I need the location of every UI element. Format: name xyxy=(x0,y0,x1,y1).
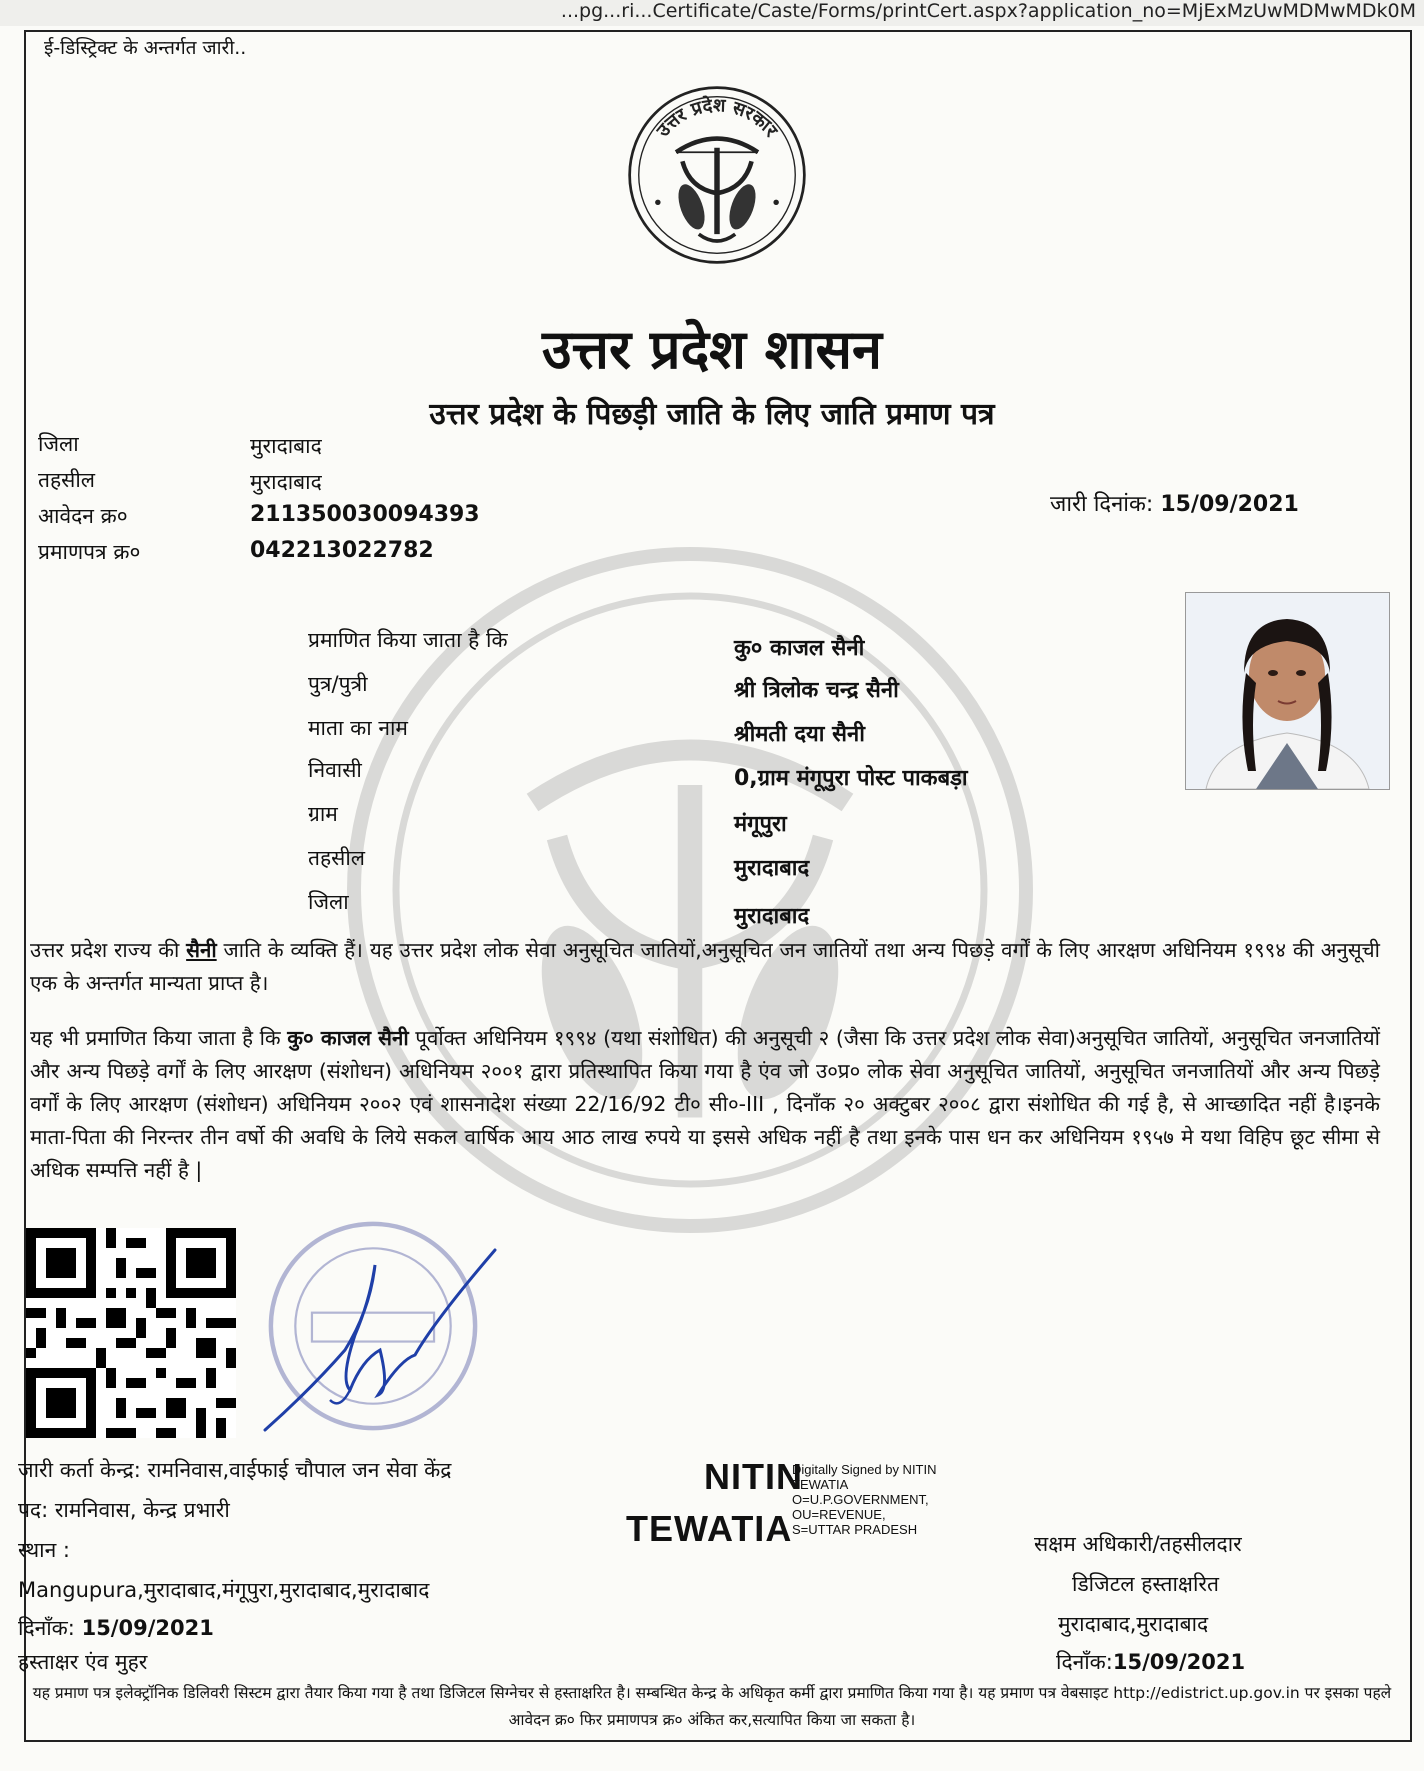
para1-text: उत्तर प्रदेश राज्य की xyxy=(30,938,187,962)
certification-paragraph-2 xyxy=(30,1022,1380,1187)
footer-date xyxy=(18,1614,214,1642)
place-value: Mangupura,मुरादाबाद,मंगूपुरा,मुरादाबाद,मुरादाबाद xyxy=(18,1578,430,1602)
issue-date xyxy=(1050,488,1299,518)
ds-line: Digitally Signed by NITIN xyxy=(792,1462,937,1477)
issuer-post: पद: रामनिवास, केन्द्र प्रभारी xyxy=(18,1498,230,1522)
digitally-signed-label: डिजिटल हस्ताक्षरित xyxy=(1072,1572,1219,1596)
detail-label: तहसील xyxy=(308,846,365,870)
certificate-no-value: 042213022782 xyxy=(250,538,434,563)
applicant-photo xyxy=(1185,592,1390,790)
footer-date-value: 15/09/2021 xyxy=(81,1616,214,1640)
detail-value: मंगूपुरा xyxy=(734,812,787,837)
ds-line: O=U.P.GOVERNMENT, xyxy=(792,1492,929,1507)
application-no-value: 211350030094393 xyxy=(250,502,480,527)
place-label: स्थान : xyxy=(18,1538,71,1562)
officer-date-label: दिनाँक: xyxy=(1056,1650,1113,1674)
header-note: ई-डिस्ट्रिक्ट के अन्तर्गत जारी.. xyxy=(44,37,247,59)
issue-date-value: 15/09/2021 xyxy=(1160,492,1299,517)
browser-url-text: ...pg...ri...Certificate/Caste/Forms/printCert.aspx?application_no=MjExMzUwMDMwMDk0M xyxy=(560,0,1416,22)
tehsil-value: मुरादाबाद xyxy=(250,470,322,494)
tehsil-label: तहसील xyxy=(38,468,95,492)
certification-paragraph-1 xyxy=(30,934,1380,1000)
caste-name: सैनी xyxy=(186,938,217,962)
application-no-label: आवेदन क्र० xyxy=(38,504,128,528)
para1-text: जाति के व्यक्ति हैं। यह उत्तर प्रदेश लोक सेवा अनुसूचित जातियों,अनुसूचित जन जातियों तथा अन्य पिछड़े वर्गों के लिए आरक्षण अधिनियम १९९४ की अनुसूची एक के अन्तर्गत मान्यता प्राप्त है। xyxy=(30,938,1380,995)
detail-value: मुरादाबाद xyxy=(734,904,810,929)
detail-label: प्रमाणित किया जाता है कि xyxy=(308,628,508,652)
district-label: जिला xyxy=(38,432,79,456)
officer-place: मुरादाबाद,मुरादाबाद xyxy=(1058,1612,1209,1636)
signer-last-name: TEWATIA xyxy=(626,1508,793,1549)
detail-value: श्रीमती दया सैनी xyxy=(734,722,865,747)
ds-line: TEWATIA xyxy=(792,1477,849,1492)
handwritten-signature-icon xyxy=(250,1240,510,1440)
svg-text:उत्तर प्रदेश सरकार: उत्तर प्रदेश सरकार xyxy=(652,95,782,142)
up-government-emblem-icon xyxy=(626,84,808,266)
detail-value: मुरादाबाद xyxy=(734,856,810,881)
detail-label: पुत्र/पुत्री xyxy=(308,672,368,696)
detail-label: निवासी xyxy=(308,758,362,782)
detail-label: माता का नाम xyxy=(308,716,408,740)
browser-url-strip xyxy=(0,0,1424,26)
officer-date xyxy=(1056,1648,1245,1676)
certificate-no-label: प्रमाणपत्र क्र० xyxy=(38,540,141,564)
qr-code-icon xyxy=(26,1228,236,1438)
district-value: मुरादाबाद xyxy=(250,434,322,458)
footer-date-label: दिनाँक: xyxy=(18,1616,75,1640)
para2-text: पूर्वोक्त अधिनियम १९९४ (यथा संशोधित) की अनुसूची २ (जैसा कि उत्तर प्रदेश लोक सेवा)अनुसूचित जातियों, अनुसूचित जनजातियों और अन्य पिछड़े वर्गों के लिए आरक्षण (संशोधन) अधिनियम २००१ द्वारा प्रतिस्थापित किया गया है एंव जो उ०प्र० लोक सेवा अनुसूचित जातियों, अनुसूचित जनजातियों और अन्य पिछड़े वर्गों के लिए आरक्षण (संशोधन) अधिनियम २००२ एवं शासनादेश संख्या 22/16/92 टी० सी०-III , दिनाँक २० अक्टुबर २००८ द्वारा संशोधित की गई है, से आच्छादित नहीं है।इनके माता-पिता की निरन्तर तीन वर्षो की अवधि के लिये सकल वार्षिक आय आठ लाख रुपये या इससे अधिक नहीं है तथा इनके पास धन कर अधिनियम १९५७ मे यथा विहिप छूट सीमा से अधिक सम्पत्ति नहीं है | xyxy=(30,1026,1380,1182)
detail-label: ग्राम xyxy=(308,802,338,826)
issuing-center: जारी कर्ता केन्द्र: रामनिवास,वाईफाई चौपाल जन सेवा केंद्र xyxy=(18,1458,452,1482)
government-title: उत्तर प्रदेश शासन xyxy=(542,317,882,381)
ds-line: OU=REVENUE, xyxy=(792,1507,886,1522)
digital-signature-details xyxy=(792,1462,937,1537)
issue-date-label: जारी दिनांक: xyxy=(1050,492,1154,517)
officer-date-value: 15/09/2021 xyxy=(1112,1650,1246,1674)
officer-title: सक्षम अधिकारी/तहसीलदार xyxy=(1034,1532,1242,1556)
detail-value: 0,ग्राम मंगूपुरा पोस्ट पाकबड़ा xyxy=(734,766,968,791)
signature-seal-label: हस्ताक्षर एंव मुहर xyxy=(18,1650,148,1674)
detail-label: जिला xyxy=(308,890,349,914)
applicant-name: कु० काजल सैनी xyxy=(287,1026,409,1050)
detail-value: कु० काजल सैनी xyxy=(734,636,865,661)
ds-line: S=UTTAR PRADESH xyxy=(792,1522,918,1537)
verification-note: यह प्रमाण पत्र इलेक्ट्रॉनिक डिलिवरी सिस्टम द्वारा तैयार किया गया है तथा डिजिटल सिग्नेचर से हस्ताक्षरित है। सम्बन्धित केन्द्र के अधिकृत कर्मी द्वारा प्रमाणित किया गया है। यह प्रमाण पत्र वेबसाइट http://edistrict.up.gov.in पर इसका पहले आवेदन क्र० फिर प्रमाणपत्र क्र० अंकित कर,सत्यापित किया जा सकता है। xyxy=(32,1684,1392,1729)
detail-value: श्री त्रिलोक चन्द्र सैनी xyxy=(734,678,899,703)
signer-first-name: NITIN xyxy=(704,1456,803,1497)
para2-text: यह भी प्रमाणित किया जाता है कि xyxy=(30,1026,288,1050)
certificate-title: उत्तर प्रदेश के पिछड़ी जाति के लिए जाति प्रमाण पत्र xyxy=(429,397,995,432)
